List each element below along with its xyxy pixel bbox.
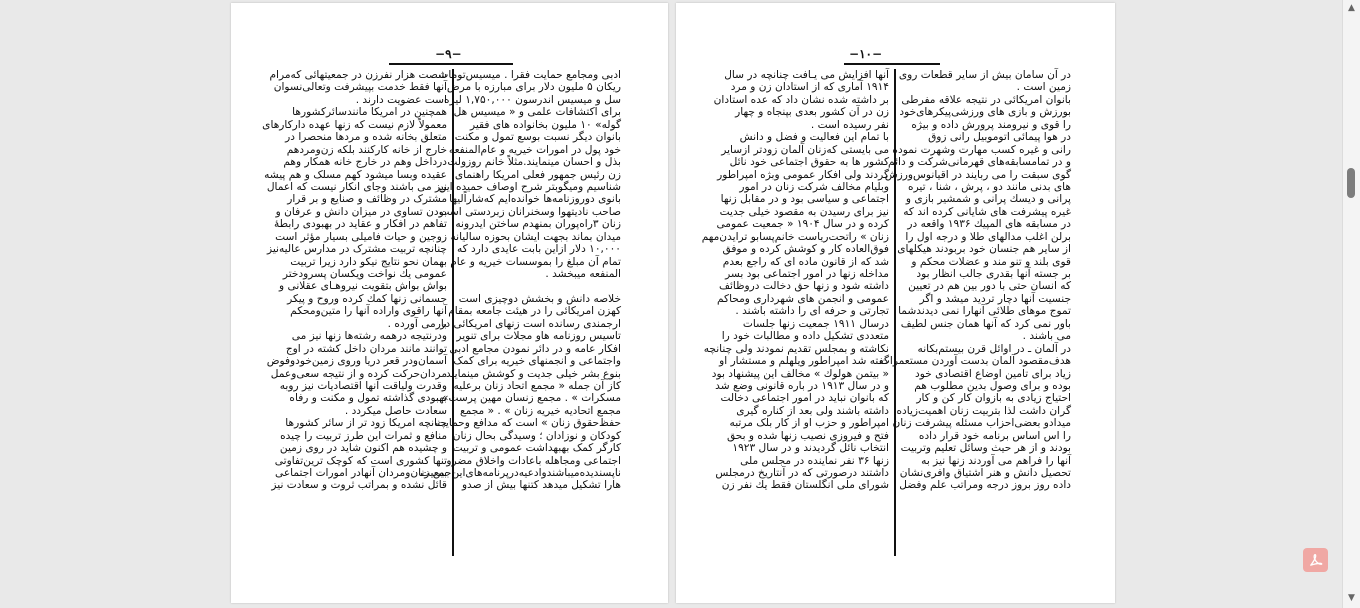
text-line: متعلق بخانه شده و مردها منحصرا در [285,131,447,144]
text-line: تاسیس روزنامه هاو مجلات برای تنویر [456,330,621,343]
text-line: المنفعه میبخشد . [545,268,621,280]
text-line: زنان » راتحت‌ریاست خانم‌پسابو ترایدن‌مهم [701,230,889,243]
text-line: پرانی و دیسك پرانی و شمشیر بازی و [905,193,1071,206]
text-line: وبلیام مخالف شرکت زنان در امور [739,180,889,193]
text-line: فوق‌العاده کار و کوشش کرده و موفق [722,243,889,256]
text-line: که بانوان نباید در امور اجتماعی دخالت [720,392,889,405]
text-line: بورزش و بازی های ورزشی‌پیکرهای‌خود [899,106,1071,119]
text-line: شورای ملی انگلستان فقط یك نفر زن [721,479,889,492]
text-line: بانوان دیگر نسبت بوسع تمول و مکنت [454,131,621,144]
text-line: است عضویت دارند . [355,93,447,106]
text-line: باور نمی کرد که آنها همان جنس لطیف [900,317,1071,330]
text-line: بر جسته آنها بقدری جالب انظار بود [916,268,1071,280]
scroll-down-arrow-icon[interactable]: ▼ [1348,593,1355,603]
text-line: معمولاً لازم نیست که زنها عهده دارکارهای [262,118,447,131]
text-line: خود پول در امورات خیریه و عام‌المنفعه [448,143,621,156]
text-line: تحصیل دانش و هنر اشتیاق وافری‌نشان [899,467,1071,479]
text-line: از سایر هم جنسان خود بربودند هیکلهای [897,243,1071,256]
text-line: توانند مانند مردان داخل کشته در اوج [285,342,447,355]
text-line: بارمی آورده . [387,317,447,330]
text-line: زن رئیس جمهور فعلی امریکا راهنمای [454,168,621,181]
text-line: مشترک در وظائف و صنایع و بر قرار [287,193,447,206]
text-line: مداخله زنها در امور اجتماعی بود بسر [725,268,889,280]
text-line: در هوا پیمائی اتوموبیل رانی زوق [928,131,1071,144]
text-line: ۱۹۱۴ آماری که از استادان زن و مرد [730,81,889,94]
text-line: خارج از خانه کارکنند بلکه زن‌ومردهم [286,143,447,156]
text-line: آنها افزایش می یـافت چنانچه در سال [724,69,889,81]
text-line: « بیتمن هولوك » مخالف این پیشنهاد بود [711,367,889,380]
text-line: افکار عامه و در دائر نمودن مجامع ادبی [449,342,621,355]
text-line: ریکان ۵ ملیون دلار برای مبارزه با مرض [446,81,621,94]
text-line: آنها فقط خدمت بپیشرفت وتعالی‌نسوان [273,81,447,94]
text-line: شصت هزار نفرزن در جمعیتهائی که‌مرام [269,69,447,81]
text-line: چنانچه امریکا زود تر از سائر کشورها [285,417,447,430]
text-line: برلن اغلب مدالهای طلا و درجه اول را [905,230,1071,243]
text-line: بر داشته شده نشان داد که عده استادان [713,93,889,106]
text-line: حفظ‌حقوق زنان » است که مدافع وحمایت [435,417,621,430]
text-line: شد که از قانون ماده ای که راجع بعدم [722,255,889,268]
text-line: قائل نشده و بمراتب ثروت و سعادت نیز [271,479,447,492]
scroll-up-arrow-icon[interactable]: ▲ [1348,3,1355,13]
text-line: زوجین و حیات فامیلی بسیار مؤثر است [275,230,447,243]
page-9 [231,3,668,603]
text-line: آنها راقوی واراده آنها را متین‌ومحکم [290,305,447,318]
text-line: انتخاب نائل گردیدند و در سال ۱۹۲۳ [732,442,889,455]
text-line: داده روز بروز درجه ومراتب علم وفضل [899,479,1071,492]
text-line: در آن سامان بیش از سایر قطعات روی [898,69,1071,81]
text-line: رانی و غیره کسب مهارت وشهرت نموده [892,143,1071,156]
text-line: کاز آن جمله « مجمع اتحاد زنان برعلیه [453,379,621,392]
text-line: در مسابقه های المپیك ۱۹۳۶ واقعه در [907,218,1071,231]
text-line: احتیاج زیادی به بازوان کار کن و کار [916,392,1071,405]
text-line: بهبودی گذاشته تمول و مکنت و رفاه [289,392,447,405]
text-line: کرده و در سال ۱۹۰۴ « جمعیت عمومی [716,218,889,231]
text-line: گوله‌» ۱۰ ملیون بخانواده های فقیر [470,118,621,131]
text-line: منافع و ثمرات این طرز تربیت را چیده [280,429,447,442]
text-column-right [420,69,621,492]
text-line: عمومی یك نواخت ویکسان پسرودختر [282,268,447,280]
text-line: تنها کشوری است که کوچک ترین‌تفاوتی [274,454,447,467]
column-divider [894,69,896,556]
text-line: آنها را فراهم می آوردند زنها نیز به [921,454,1071,467]
text-line: زمین است . [1016,81,1071,94]
text-line: مسکرات » . مجمع زنسان مهین پرست» ، [435,392,621,405]
header-rule [389,63,513,65]
text-line: زنها ۳۶ نفر نماینده در مجلس ملی [740,454,889,467]
text-line: بنوع بشر خیلی جدیت و کوشش مینمایند [445,367,621,380]
text-line: امپراطور و حزب او از کار بلک مرتبه [729,417,889,430]
text-line: داشتند درصورتی که در آنتاریخ درمجلس [715,467,889,479]
text-line: میدان بماند بجهت ایشان بحوزه سالیانه [450,230,621,243]
text-line: نیز می باشند وجای انکار نیست که اعمال [266,180,447,193]
header-rule [844,63,940,65]
text-line: میدادو بعضی‌احزاب مسئله پیشرفت زنان [892,417,1071,430]
text-line: بوده و برای وصول بدین مطلوب هم [914,379,1071,392]
text-line: بواش بواش بتقویت نیروهـای عقلانی و [279,280,447,293]
text-line: ودرنتیجه درهمه رشته‌ها زنها نیز می [291,330,447,343]
text-line: نفر رسیده است . [810,118,889,131]
text-line: تفاهم در افکار و عقاید در بهبودی رابطهٔ [273,218,447,231]
text-line: بانوان امریکائی در نتیجه علاقه مفرطی [901,93,1071,106]
page-10 [676,3,1115,603]
text-line: ناپسندیده‌میباشندوادعیه‌درپرنامه‌های‌این‌جمعیت [420,467,621,479]
text-line: نیز برای رسیدن به مقصود خیلی جدیت [719,205,889,218]
acrobat-icon [1308,553,1323,568]
text-line: زیاد برای تامین اوضاع اقتصادی خود [915,367,1071,380]
pdf-icon[interactable] [1303,548,1328,572]
scrollbar-thumb[interactable] [1347,168,1355,198]
text-line: آسمان‌ودر قعر دریا وروی زمین‌خودوفوض [266,355,447,368]
text-line: مجمع اتحادیه خیریه زنان » . « مجمع [459,404,621,417]
text-line [457,280,621,292]
text-line: درسال ۱۹۱۱ جمعیت زنها جلسات [742,317,889,330]
text-line: عقیده وبسا میشود کهم مسلک و هم پیشه [264,168,447,181]
text-line: همچنین در امریکا مانندسائرکشورها [292,106,447,119]
text-column-left [701,69,889,492]
page-number: −٩− [435,47,462,61]
text-line: بهمان نحو نتایج نیکو دارد زیرا تربیت [290,255,447,268]
text-line: داشته باشند ولی بعد از کناره گیری [736,404,889,417]
text-line: تجارتی و حرفه ای را داشته باشند . [735,305,889,318]
text-line: ادبی ومجامع حمایت فقرا . میسیس‌توماث [438,69,621,81]
text-line: بانوی دوروزنامه‌ها خوانده‌ایم که‌شاراًلیها [449,193,621,206]
text-line: متعددی تشکیل داده و مطالبات خود را [721,330,889,343]
text-line: شناسیم ومیگوبتر شرح اوصاف حمیده این [438,180,621,193]
text-line: زن در آن کشور بعدی بپنجاه و چهار [735,106,889,119]
text-line: غیره پیشرفت های شایانی کرده اند که [903,205,1071,218]
text-column-left [262,69,447,492]
text-line: را قوی و نیرومند پرورش داده و بیژه [911,118,1071,131]
text-line: کهزن امریکائی را در هیئت جامعه بمقام [448,305,621,318]
text-line: بین زنان‌ومردان آنهادر امورات اجتماعی [275,467,447,479]
text-line: را اس اساس برنامه خود قرار داده [918,429,1071,442]
text-column-right [879,69,1071,492]
text-line: گران داشت لذا بتربیت زنان اهمیت‌زیاده [896,404,1071,417]
text-line: خلاصه دانش و بخشش دوچیزی است [458,292,621,305]
text-line: های بدنی مانند دو ، پرش ، شنا ، تیره [908,180,1071,193]
text-line: درداخل وهم در خارج خانه همکار وهم [283,156,447,169]
text-line: ۱۰,۰۰۰ دلار ازاین بابت عایدی دارد که [456,243,621,256]
text-line: وقدرت ولیاقت آنها اقتصادیات نیز روبه [279,379,447,392]
text-line: جسمانی زنها کمك کرده وروح و پیکر [287,292,447,305]
text-line: عمومی و انجمن های شهرداری ومحاکم [716,292,889,305]
text-line: واجتماعی و انجمنهای خیریه برای کمک [453,355,621,368]
text-line: گفته شد امپراطور ویلهلم و مستشار او [719,355,889,368]
text-line: کشور ها به حقوق اجتماعی خود نائل [729,156,889,169]
text-line: هدف‌مقصود آلمان بدست آوردن مستعمرات [879,355,1071,368]
text-line: بودند و از هر حیث وسائل تعلیم وتربیت [900,442,1071,455]
text-line: در آلمان ـ در اوائل قرن بیستم‌بکانه [917,342,1071,355]
text-line: صاحب نادیتهوا وسخنرانان زبردستی است [439,205,621,218]
text-line: و در سال ۱۹۱۳ در باره قانونی وضع شد [715,379,889,392]
text-line: کودکان و نوزادان ؛ وسیدگی بحال زنان [452,429,621,442]
text-line: با تمام این فعالیت و فضل و دانش [739,131,889,144]
text-line: مردان‌حرکت کرده و از نتیجه سعی‌وعمل [270,367,447,380]
text-line: می بایستی که‌زنان آلمان زودتر ازسایر [721,143,889,156]
vertical-scrollbar[interactable] [1342,0,1360,608]
text-line: گوی سبقت را می ربایند در اقیانوس‌ورزش [884,168,1071,181]
text-line: جنسیت آنها دچار تردید میشد و اگر [919,292,1071,305]
text-line: که انسان حتی با دور بین هم در تعیین [908,280,1071,293]
text-line: اجتماعی ومجاهله باعادات واخلاق مضرو [446,454,621,467]
text-line: قوی بلند و تنو مند و عضلات محکم و [911,255,1071,268]
text-line: می باشند . [1022,330,1071,343]
text-line: ارجمندی رسانده است زنهای امریکائی در [440,317,621,330]
text-line: اجتماعی و سیاسی بود و در مقابل زنها [720,193,889,206]
text-line: بذل و احسان مینمایند.مثلاً خانم روزولت [447,156,621,169]
text-line: تمام آن مبلغ را بموسسات خیریه و عام [450,255,621,268]
text-line: گردند ولی افکار عمومی وبژه امپراطور [717,168,889,181]
text-line: برای اکتشافات علمی و « میسیس هل [453,106,621,119]
text-line: فتح و فیروزی نصیب زنها شده و بحق [726,429,889,442]
text-line: چنانچه تربیت مشترک در مدارس عالیه‌نیز [267,243,447,256]
text-line: نکاشته و بمجلس تقدیم نمودند ولی چنانچه [703,342,889,355]
text-line: داشته شود و زنها حق دخالت دروظائف [718,280,889,293]
text-line: سل و میسیس اندرسون ۱,۷۵۰,۰۰۰ لیره [444,93,621,106]
text-line: تموج موهای طلائی آنهارا نمی دیدند‌شما [898,305,1071,318]
text-line: کارگر کمک بهبهداشت عمومی و تربیت [452,442,621,455]
text-line: هارا تشکیل میدهد کتنها بیش از صدو [461,479,621,492]
page-number: −١٠− [849,47,883,61]
text-line: و در تمامسابقه‌های قهرمانی‌شرکت و دائم [888,156,1071,169]
text-line: بودن تساوی در میزان دانش و عرفان و [275,205,447,218]
text-line: سعادت حاصل میکردد . [344,404,447,417]
text-line: و چشیده هم اکنون شاید در روی زمین [279,442,447,455]
text-line: زنان ۳راه‌پوران بمنهدم ساختن ایدرونه [455,218,621,231]
